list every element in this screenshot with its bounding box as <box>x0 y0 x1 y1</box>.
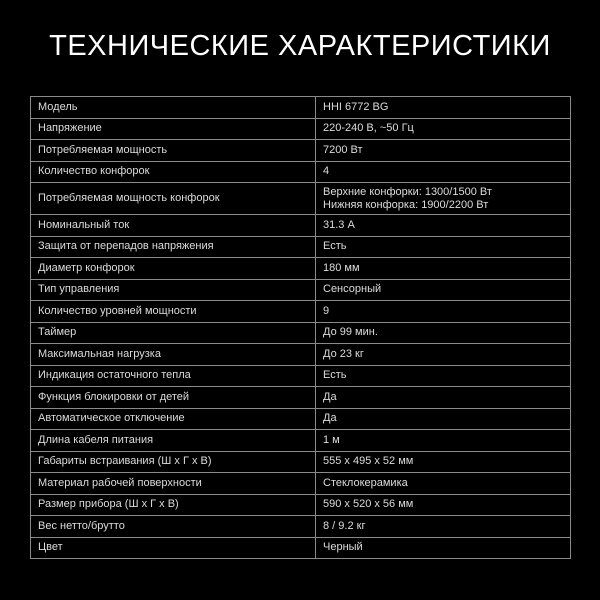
spec-value-line: 7200 Вт <box>323 143 363 156</box>
spec-value-line: 1 м <box>323 433 340 446</box>
spec-row <box>31 473 571 495</box>
spec-value-line: До 23 кг <box>323 347 364 360</box>
spec-label: Размер прибора (Ш х Г х В) <box>31 494 316 516</box>
spec-value-line: Сенсорный <box>323 283 382 296</box>
spec-row <box>31 140 571 162</box>
spec-value-line: 4 <box>323 165 330 178</box>
spec-value-line: Стеклокерамика <box>323 476 408 489</box>
spec-value <box>316 118 571 140</box>
spec-value-line: До 99 мин. <box>323 326 378 339</box>
spec-label: Диаметр конфорок <box>31 258 316 280</box>
spec-label: Функция блокировки от детей <box>31 387 316 409</box>
spec-value-line: 220-240 В, ~50 Гц <box>323 122 414 135</box>
spec-row <box>31 161 571 183</box>
spec-row <box>31 344 571 366</box>
spec-row <box>31 430 571 452</box>
spec-value <box>316 161 571 183</box>
spec-label: Потребляемая мощность <box>31 140 316 162</box>
spec-value <box>316 344 571 366</box>
spec-row <box>31 387 571 409</box>
spec-value-line: HHI 6772 BG <box>323 100 389 113</box>
specs-table-body <box>31 97 571 559</box>
spec-row <box>31 451 571 473</box>
spec-row <box>31 279 571 301</box>
spec-label: Длина кабеля питания <box>31 430 316 452</box>
spec-row <box>31 183 571 215</box>
spec-value <box>316 258 571 280</box>
spec-value <box>316 236 571 258</box>
spec-value-line: 9 <box>323 304 330 317</box>
spec-label: Габариты встраивания (Ш х Г х В) <box>31 451 316 473</box>
spec-row <box>31 118 571 140</box>
spec-value <box>316 97 571 119</box>
spec-row <box>31 494 571 516</box>
spec-row <box>31 258 571 280</box>
spec-row <box>31 365 571 387</box>
spec-label: Потребляемая мощность конфорок <box>31 183 316 215</box>
spec-value <box>316 322 571 344</box>
spec-value <box>316 215 571 237</box>
spec-value <box>316 516 571 538</box>
spec-label: Максимальная нагрузка <box>31 344 316 366</box>
spec-label: Номинальный ток <box>31 215 316 237</box>
spec-label: Цвет <box>31 537 316 559</box>
spec-value <box>316 537 571 559</box>
spec-value <box>316 140 571 162</box>
page-title: ТЕХНИЧЕСКИЕ ХАРАКТЕРИСТИКИ <box>49 30 551 62</box>
spec-value <box>316 473 571 495</box>
spec-value-line: Нижняя конфорка: 1900/2200 Вт <box>323 198 489 211</box>
spec-value <box>316 387 571 409</box>
spec-row <box>31 408 571 430</box>
spec-value <box>316 279 571 301</box>
spec-value-line: Верхние конфорки: 1300/1500 Вт <box>323 185 492 198</box>
spec-value-line: Да <box>323 390 337 403</box>
spec-value-line: 555 х 495 х 52 мм <box>323 455 414 468</box>
spec-value <box>316 451 571 473</box>
spec-value-line: Да <box>323 412 337 425</box>
spec-value-line: Есть <box>323 369 347 382</box>
spec-label: Количество уровней мощности <box>31 301 316 323</box>
spec-row <box>31 215 571 237</box>
spec-row <box>31 301 571 323</box>
spec-label: Напряжение <box>31 118 316 140</box>
specs-table <box>30 96 571 559</box>
spec-label: Вес нетто/брутто <box>31 516 316 538</box>
spec-value <box>316 494 571 516</box>
spec-value <box>316 183 571 215</box>
spec-label: Таймер <box>31 322 316 344</box>
spec-value <box>316 365 571 387</box>
spec-row <box>31 537 571 559</box>
spec-value-line: 180 мм <box>323 261 360 274</box>
spec-label: Материал рабочей поверхности <box>31 473 316 495</box>
spec-row <box>31 516 571 538</box>
spec-value <box>316 301 571 323</box>
spec-value <box>316 430 571 452</box>
spec-value-line: 8 / 9.2 кг <box>323 519 366 532</box>
spec-label: Тип управления <box>31 279 316 301</box>
spec-value-line: Черный <box>323 541 363 554</box>
spec-value-line: 31.3 А <box>323 218 355 231</box>
spec-value-line: 590 х 520 х 56 мм <box>323 498 414 511</box>
spec-label: Автоматическое отключение <box>31 408 316 430</box>
spec-row <box>31 322 571 344</box>
spec-value <box>316 408 571 430</box>
spec-row <box>31 97 571 119</box>
spec-row <box>31 236 571 258</box>
spec-label: Индикация остаточного тепла <box>31 365 316 387</box>
spec-label: Количество конфорок <box>31 161 316 183</box>
spec-label: Модель <box>31 97 316 119</box>
spec-value-line: Есть <box>323 240 347 253</box>
spec-label: Защита от перепадов напряжения <box>31 236 316 258</box>
